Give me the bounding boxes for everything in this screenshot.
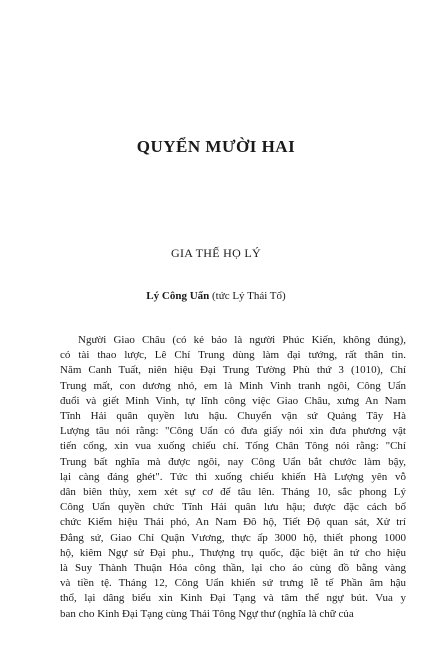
body-line: Công Uẩn quyền chức Tĩnh Hải quân lưu hậu; được đặc cách bổ: [60, 501, 406, 514]
subtitle: [0, 290, 432, 302]
body-line: chức Kiểm hiệu Thái phó, An Nam Đô hộ, Tiết Độ quan sát, Xử trí: [60, 516, 406, 529]
body-line: Trung mất, con dương nhỏ, em là Minh Vinh tranh ngôi, Công Uẩn: [60, 379, 406, 392]
body-line: ban cho Kinh Đại Tạng cùng Thái Tông Ngự thư (nghĩa là chữ của: [60, 607, 354, 620]
body-line: dân biên thùy, xem xét sự cơ để tâu lên. Tháng 10, sắc phong Lý: [60, 486, 406, 499]
body-line: Lượng tâu nói rằng: "Công Uẩn có đưa giấy nói xin đưa phương vật: [60, 425, 406, 438]
body-line: và tiền tệ. Tháng 12, Công Uẩn khiến sứ trưng lễ tế Phần âm hậu: [60, 577, 406, 590]
body-line: Năm Canh Tuất, niên hiệu Đại Trung Tường Phù thứ 3 (1010), Chí: [60, 364, 406, 377]
chapter-title: QUYỂN MƯỜI HAI: [136, 137, 296, 156]
body-line: Người Giao Châu (có kẻ bảo là người Phúc Kiến, không đúng),: [78, 334, 406, 346]
body-line: thổ, lại dâng biểu xin Kinh Đại Tạng và tâm thể ngự bút. Vua y: [60, 592, 406, 605]
subtitle-name: Lý Công Uẩn: [146, 290, 210, 302]
body-line: Đẳng sứ, Giao Chỉ Quận Vương, thực ấp 3000 hộ, thiết phong 1000: [60, 531, 406, 544]
body-line: hộ, kiêm Ngự sử Đại phu., Thượng trụ quốc, đặc biệt ân tứ cho hiệu: [60, 546, 406, 559]
body-paragraph: [60, 333, 406, 622]
body-line: Tĩnh Hải quân quyền lưu hậu. Chuyển vận sứ Quảng Tây Hà: [60, 410, 406, 423]
body-line: Trung bất nghĩa mà được ngôi, nay Công Uẩn bắt chước làm bậy,: [60, 455, 406, 468]
section-title: GIA THẾ HỌ LÝ: [170, 246, 261, 260]
body-line: là Suy Thành Thuận Hóa công thần, lại cho áo cùng đồ bằng vàng: [60, 562, 406, 575]
body-line: đuổi và giết Minh Vinh, tự lĩnh công việc Giao Châu, xưng An Nam: [60, 394, 406, 407]
body-line: có tài thao lược, Lê Chí Trung dùng làm đại tướng, rất thân tin.: [60, 349, 406, 362]
body-line: tiến cống, xin vua xuống chiếu chỉ. Tống Chân Tông nói rằng: "Chí: [60, 440, 406, 453]
body-line: lại càng đáng ghét". Tức thì xuống chiếu khiến Hà Lượng yên vỗ: [60, 470, 406, 483]
subtitle-aside: (tức Lý Thái Tổ): [212, 290, 286, 302]
